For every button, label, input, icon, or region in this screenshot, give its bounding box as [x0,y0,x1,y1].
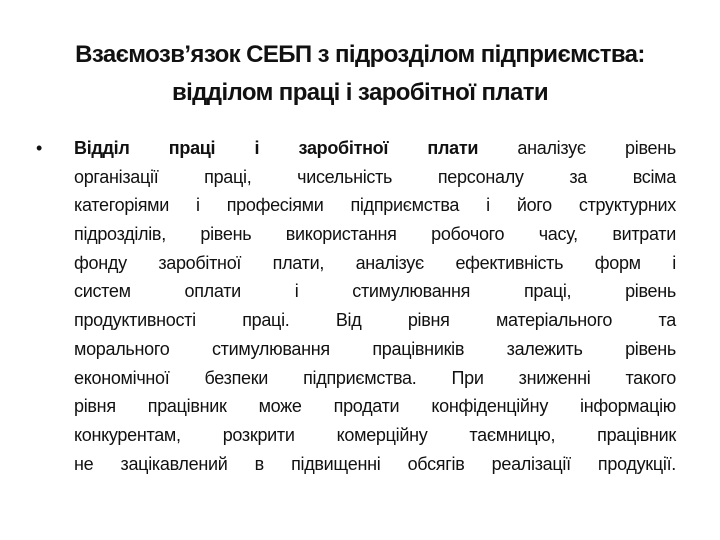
paragraph-word: плати, [272,252,325,273]
paragraph-line [74,306,676,335]
paragraph-word: форм [594,252,641,273]
paragraph-word: заробітної [298,138,389,158]
paragraph-word: категоріями [74,195,170,216]
paragraph-word: і [672,252,676,273]
paragraph-word: продукції. [597,453,676,474]
paragraph-word: заробітної [158,252,242,273]
paragraph-line [74,249,676,278]
paragraph-word: залежить [506,338,583,359]
paragraph-line [74,277,676,306]
paragraph-word: аналізує [517,138,586,158]
paragraph-word: праці, [204,166,252,187]
paragraph-word: і [486,195,490,216]
paragraph-line [74,134,676,163]
paragraph-word: рівня [407,310,450,331]
paragraph-word: структурних [578,195,676,216]
paragraph-word: безпеки [204,367,269,388]
paragraph-line [74,191,676,220]
paragraph-word: витрати [612,224,676,245]
paragraph-line [74,450,676,479]
paragraph-word: рівень [625,338,676,359]
paragraph-word: чисельність [297,166,393,187]
paragraph-word: продуктивності [74,310,196,331]
paragraph-word: рівень [625,281,676,302]
paragraph-word: морального [74,338,170,359]
paragraph-word: персоналу [437,166,524,187]
paragraph-word: зацікавлений [120,453,228,474]
paragraph-word: працівників [372,338,465,359]
paragraph-word: фонду [74,252,127,273]
paragraph-line [74,220,676,249]
bullet-marker: • [36,138,43,158]
paragraph-word: і [196,195,200,216]
paragraph-word: таємницю, [469,424,556,445]
paragraph-word: обсягів [407,453,465,474]
paragraph-word: та [658,310,676,331]
paragraph-word: праці. [242,310,290,331]
paragraph-word: комерційну [336,424,428,445]
paragraph-line [74,335,676,364]
slide-title-line-1: Взаємозв’язок СЕБП з підрозділом підприємства: [75,41,645,68]
paragraph-word: часу, [538,224,578,245]
paragraph-word: ефективність [455,252,564,273]
paragraph-word: в [254,453,264,474]
paragraph-word: рівня [74,396,116,417]
paragraph-word: конкурентам, [74,424,181,445]
paragraph-word: може [258,396,302,417]
paragraph-word: праці, [523,281,572,302]
paragraph-word: його [516,195,552,216]
paragraph-word: зниженні [518,367,591,388]
paragraph-word: інформацію [580,396,676,417]
paragraph-word: робочого [431,224,505,245]
paragraph-word: використання [285,224,397,245]
paragraph-word: стимулювання [211,338,330,359]
bullet-paragraph [74,134,676,478]
paragraph-word: за [569,166,587,187]
paragraph-word: плати [427,138,479,158]
paragraph-word: розкрити [222,424,295,445]
paragraph-word: працівник [147,396,227,417]
paragraph-line [74,421,676,450]
paragraph-word: При [451,367,484,388]
paragraph-word: і [254,138,260,158]
paragraph-word: підвищенні [291,453,381,474]
paragraph-word: організації [74,166,159,187]
paragraph-word: працівник [597,424,676,445]
paragraph-word: і [294,281,299,302]
paragraph-word: праці [168,138,216,158]
paragraph-word: підприємства [350,195,460,216]
paragraph-word: оплати [184,281,241,302]
paragraph-word: систем [74,281,131,302]
paragraph-word: конфіденційну [431,396,549,417]
paragraph-word: економічної [74,367,170,388]
paragraph-word: професіями [226,195,324,216]
paragraph-word: продати [333,396,400,417]
paragraph-word: стимулювання [352,281,471,302]
slide-title [30,36,690,112]
paragraph-word: Від [335,310,362,331]
paragraph-word: матеріального [495,310,613,331]
slide-title-line-2: відділом праці і заробітної плати [171,79,549,106]
paragraph-line [74,163,676,192]
paragraph-word: аналізує [355,252,424,273]
paragraph-word: підприємства. [303,367,417,388]
paragraph-word: рівень [200,224,252,245]
paragraph-line [74,392,676,421]
paragraph-word: такого [625,367,676,388]
paragraph-word: не [74,453,94,474]
paragraph-word: всіма [632,166,676,187]
paragraph-line [74,364,676,393]
paragraph-word: підрозділів, [74,224,166,245]
paragraph-word: Відділ [74,138,130,158]
paragraph-word: рівень [625,138,676,158]
paragraph-word: реалізації [491,453,571,474]
